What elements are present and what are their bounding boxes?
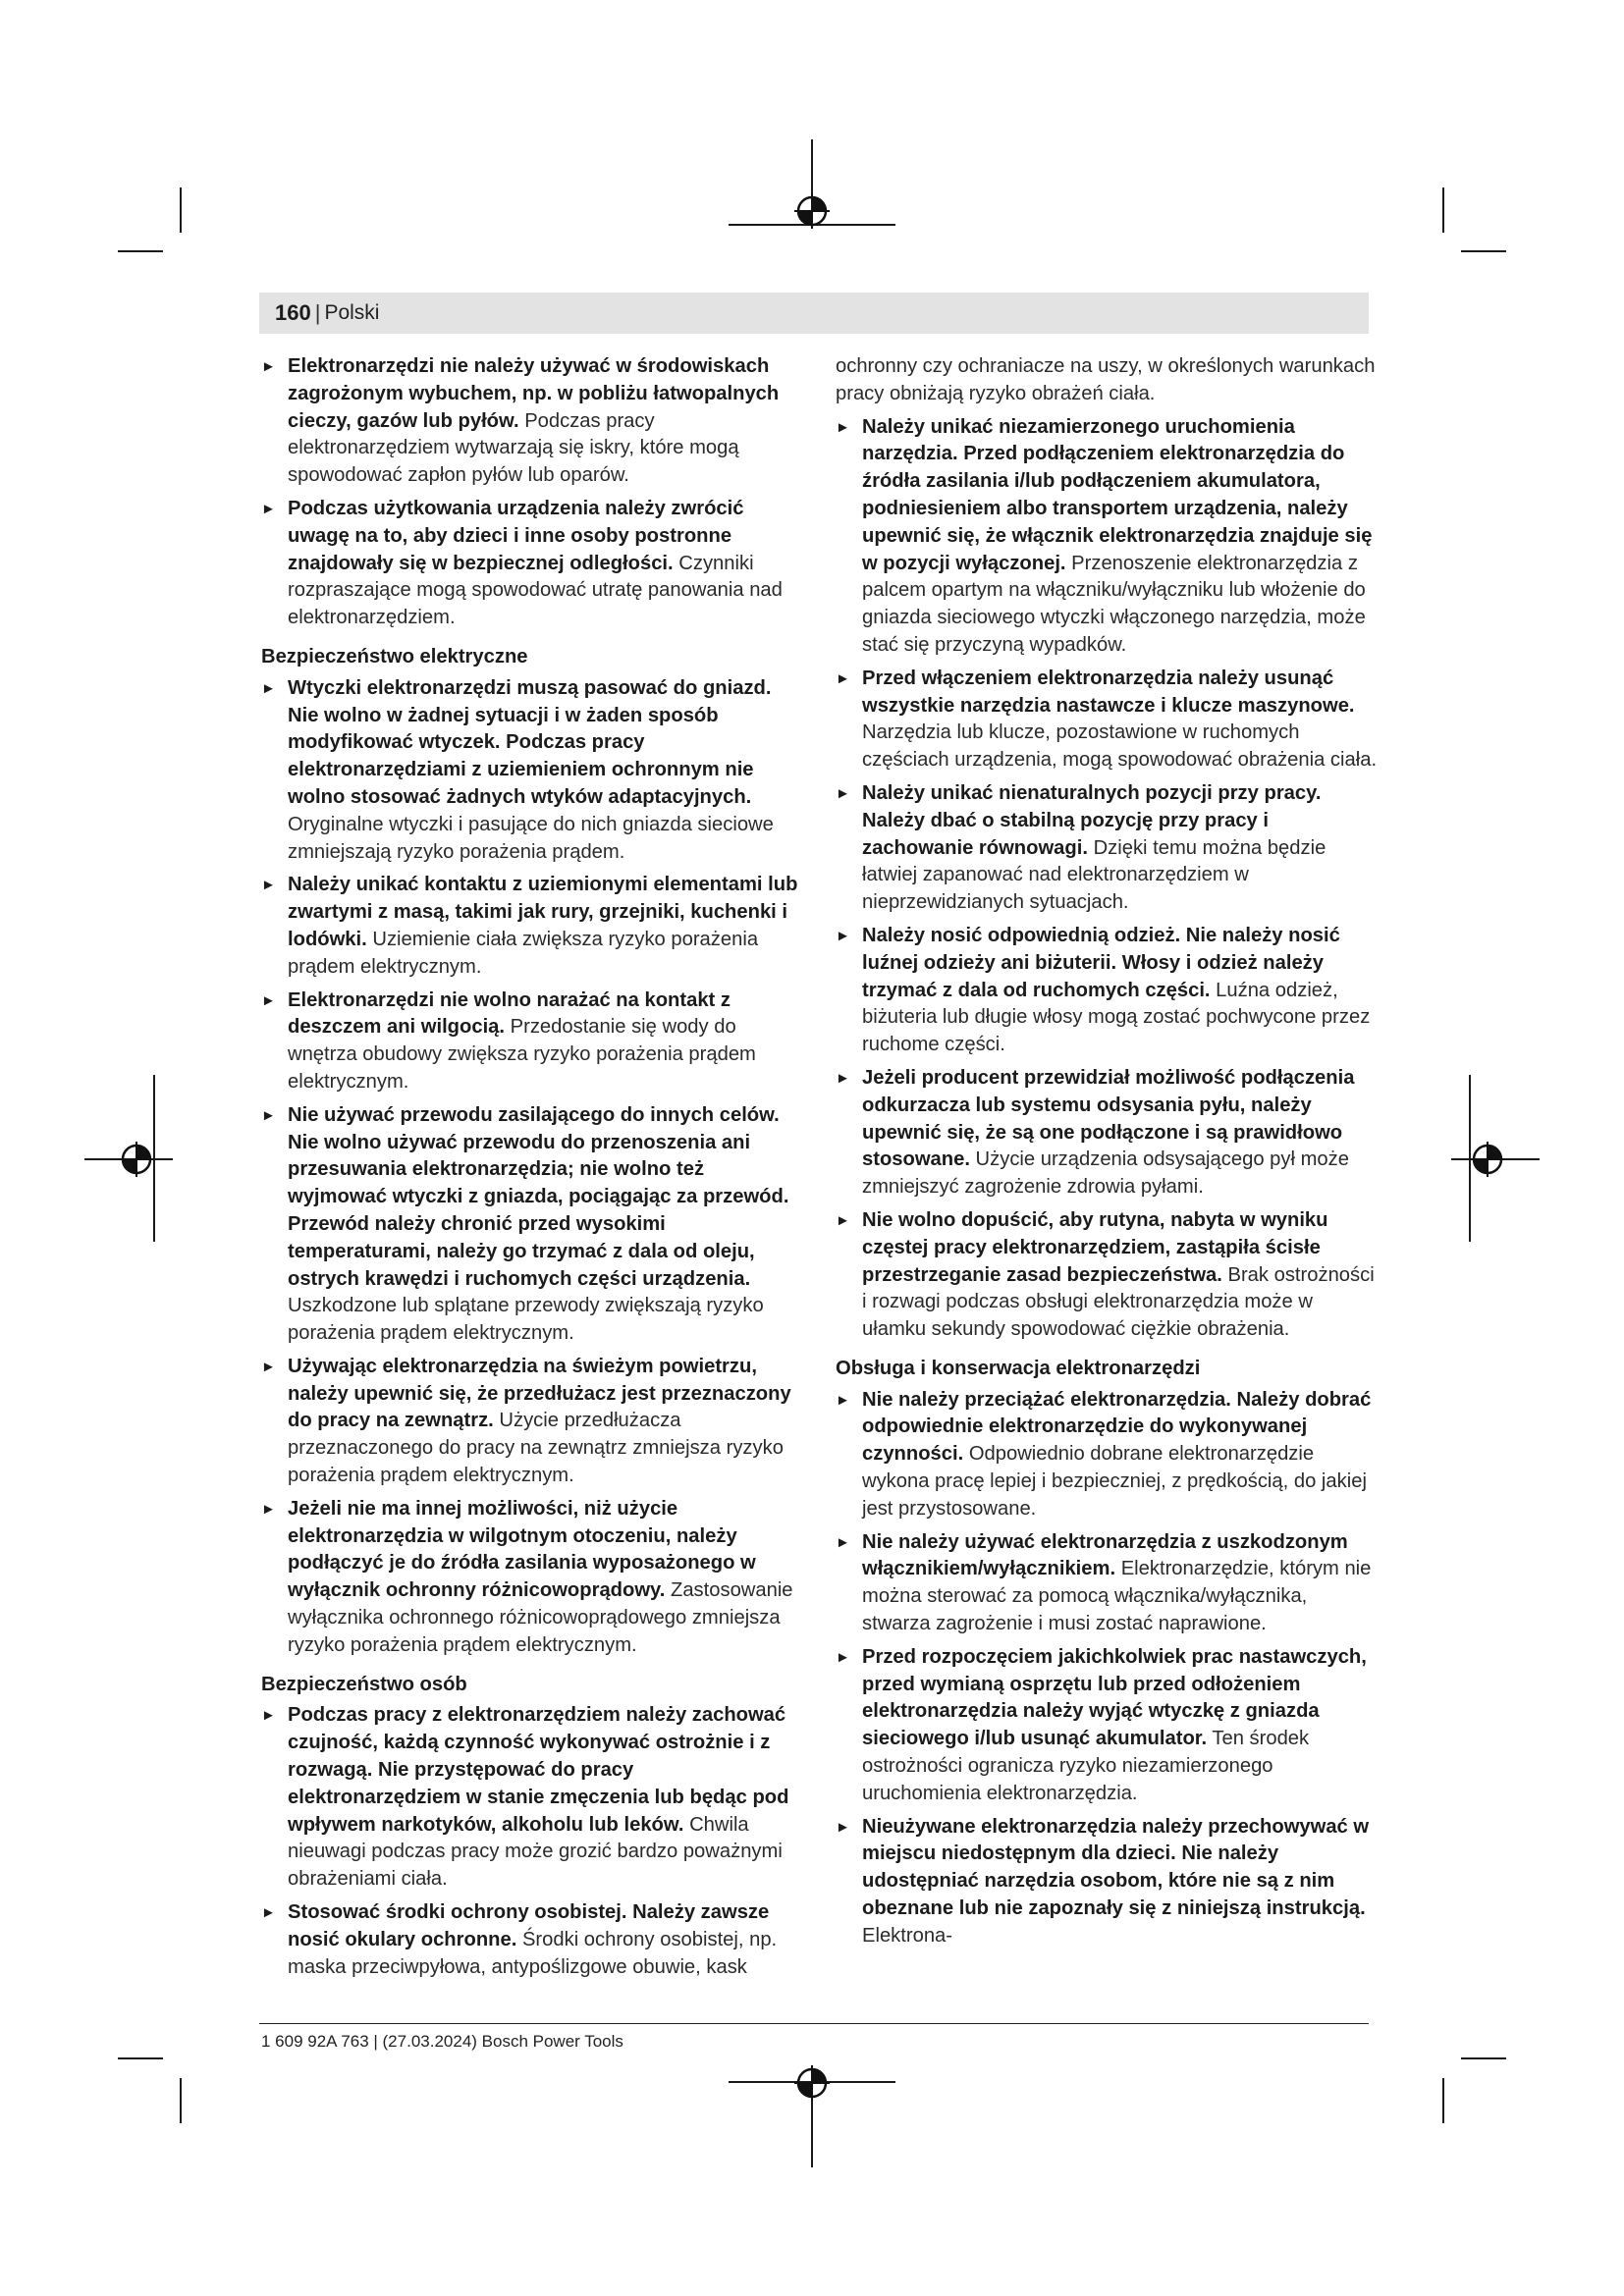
right-block2 [836, 1387, 1378, 1950]
bullet-arrow-icon: ► [261, 1707, 276, 1725]
bullet-bold-text: Używając elektronarzędzia na świeżym powietrzu, należy upewnić się, że przedłużacz jest przeznaczony do pracy na zewnątrz. [288, 1355, 791, 1432]
bullet-bold-text: Podczas pracy z elektronarzędziem należy zachować czujność, każdą czynność wykonywać ostrożnie i z rozwagą. Nie przystępować do pracy elektronarzędziem w stanie zmęczenia lub będąc pod wpływem narkotyków, alkoholu lub leków. [288, 1704, 789, 1836]
safety-bullet-item [836, 1207, 1378, 1344]
safety-bullet-item [836, 1529, 1378, 1638]
bullet-bold-text: Należy unikać nienaturalnych pozycji przy pracy. Należy dbać o stabilną pozycję przy pracy i zachowanie równowagi. [862, 781, 1322, 859]
crop-mark [1461, 250, 1506, 252]
safety-bullet-item [836, 1644, 1378, 1808]
bullet-body-text: Elektrona- [862, 1924, 953, 1947]
bullet-bold-text: Przed włączeniem elektronarzędzia należy usunąć wszystkie narzędzia nastawcze i klucze maszynowe. [862, 667, 1355, 717]
bullet-bold-text: Jeżeli nie ma innej możliwości, niż użycie elektronarzędzia w wilgotnym otoczeniu, należy podłączyć je do źródła zasilania wyposażonego w wyłącznik ochronny różnicowoprądowy. [288, 1497, 756, 1602]
bullet-bold-text: Przed rozpoczęciem jakichkolwiek prac nastawczych, przed wymianą osprzętu lub przed odłożeniem elektronarzędzia należy wyjąć wtyczkę z gniazda sieciowego i/lub usunąć akumulator. [862, 1645, 1367, 1750]
bullet-arrow-icon: ► [261, 500, 276, 517]
safety-bullet-item [836, 666, 1378, 774]
bullet-body-text: Oryginalne wtyczki i pasujące do nich gniazda sieciowe zmniejszają ryzyko porażenia prądem. [288, 813, 774, 863]
bullet-body-text: Ten środek ostrożności ogranicza ryzyko niezamierzonego uruchomienia elektronarzędzia. [862, 1728, 1310, 1804]
page-footer: 1 609 92A 763 | (27.03.2024) Bosch Power Tools [261, 2032, 623, 2051]
registration-target-icon [794, 193, 830, 229]
bullet-arrow-icon: ► [261, 877, 276, 894]
bullet-bold-text: Wtyczki elektronarzędzi muszą pasować do gniazd. Nie wolno w żadnej sytuacji i w żaden sposób modyfikować wtyczek. Podczas pracy elektronarzędziami z uziemieniem ochronnym nie wolno stosować żadnych wtyków adaptacyjnych. [288, 676, 772, 808]
bullet-bold-text: Nie należy przeciążać elektronarzędzia. Należy dobrać odpowiednie elektronarzędzie do wykonywanej czynności. [862, 1388, 1372, 1466]
safety-bullet-item [836, 1387, 1378, 1523]
continued-paragraph: ochronny czy ochraniacze na uszy, w określonych warunkach pracy obniżają ryzyko obrażeń ciała. [836, 355, 1376, 404]
safety-bullet-item [836, 923, 1378, 1059]
crop-mark [1461, 2057, 1506, 2059]
footer-divider [259, 2023, 1369, 2024]
bullet-body-text: Odpowiednio dobrane elektronarzędzie wykona pracę lepiej i bezpieczniej, z prędkością, do jakiej jest przystosowane. [862, 1443, 1367, 1520]
left-block3 [261, 1702, 803, 1981]
bullet-arrow-icon: ► [836, 1818, 850, 1836]
bullet-arrow-icon: ► [261, 358, 276, 375]
crop-mark [180, 187, 182, 233]
safety-bullet-item [836, 414, 1378, 660]
page-header [259, 293, 1369, 334]
bullet-body-text: Dzięki temu można będzie łatwiej zapanować nad elektronarzędziem w nieprzewidzianych sytuacjach. [862, 836, 1326, 914]
crop-mark [1442, 187, 1444, 233]
bullet-arrow-icon: ► [836, 418, 850, 436]
crop-mark [118, 2057, 163, 2059]
left-column [261, 353, 803, 1987]
bullet-arrow-icon: ► [836, 1533, 850, 1551]
bullet-bold-text: Nieużywane elektronarzędzia należy przechowywać w miejscu niedostępnym dla dzieci. Nie należy udostępniać narzędzia osobom, które nie są z nim obeznane lub nie zapoznały się z niniejszą instrukcją. [862, 1815, 1370, 1920]
crop-mark [180, 2078, 182, 2123]
bullet-bold-text: Podczas użytkowania urządzenia należy zwrócić uwagę na to, aby dzieci i inne osoby postronne znajdowały się w bezpiecznej odległości. [288, 497, 744, 574]
bullet-body-text: Podczas pracy elektronarzędziem wytwarzają się iskry, które mogą spowodować zapłon pyłów lub oparów. [288, 409, 739, 487]
bullet-bold-text: Stosować środki ochrony osobistej. Należy zawsze nosić okulary ochronne. [288, 1901, 770, 1950]
crop-mark [118, 250, 163, 252]
page-number: 160 [275, 300, 311, 325]
left-block1 [261, 353, 803, 632]
bullet-arrow-icon: ► [261, 1358, 276, 1375]
safety-bullet-item [261, 496, 803, 632]
bullet-arrow-icon: ► [261, 1500, 276, 1518]
safety-bullet-item [261, 872, 803, 981]
section-heading-electrical-safety: Bezpieczeństwo elektryczne [261, 645, 528, 667]
bullet-body-text: Chwila nieuwagi podczas pracy może grozić bardzo poważnymi obrażeniami ciała. [288, 1813, 783, 1891]
bullet-arrow-icon: ► [261, 679, 276, 697]
bullet-body-text: Użycie przedłużacza przeznaczonego do pracy na zewnątrz zmniejsza ryzyko porażenia prądem elektrycznym. [288, 1410, 784, 1487]
bullet-bold-text: Elektronarzędzi nie należy używać w środowiskach zagrożonym wybuchem, np. w pobliżu łatwopalnych cieczy, gazów lub pyłów. [288, 355, 780, 432]
bullet-body-text: Czynniki rozpraszające mogą spowodować utratę panowania nad elektronarzędziem. [288, 552, 783, 629]
bullet-body-text: Przedostanie się wody do wnętrza obudowy zwiększa ryzyko porażenia prądem elektrycznym. [288, 1016, 756, 1093]
bullet-arrow-icon: ► [836, 1211, 850, 1229]
bullet-bold-text: Jeżeli producent przewidział możliwość podłączenia odkurzacza lub systemu odsysania pyłu, należy upewnić się, że są one podłączone i są prawidłowo stosowane. [862, 1066, 1355, 1171]
bullet-arrow-icon: ► [836, 669, 850, 687]
bullet-bold-text: Nie wolno dopuścić, aby rutyna, nabyta w wyniku częstej pracy elektronarzędziem, zastąpiła ścisłe przestrzeganie zasad bezpieczeństwa. [862, 1208, 1328, 1286]
bullet-arrow-icon: ► [836, 927, 850, 944]
registration-target-icon [119, 1142, 154, 1177]
left-block2 [261, 675, 803, 1660]
safety-bullet-item [836, 1814, 1378, 1950]
bullet-bold-text: Należy unikać niezamierzonego uruchomienia narzędzia. Przed podłączeniem elektronarzędzia do źródła zasilania i/lub podłączeniem akumulatora, podniesieniem albo transportem urządzenia, należy upewnić się, że włącznik elektronarzędzia znajduje się w pozycji wyłączonej. [862, 415, 1373, 574]
bullet-body-text: Zastosowanie wyłącznika ochronnego różnicowoprądowego zmniejsza ryzyko porażenia prądem elektrycznym. [288, 1579, 793, 1656]
registration-target-icon [794, 2065, 830, 2101]
bullet-body-text: Brak ostrożności i rozwagi podczas obsługi elektronarzędzia może w ułamku sekundy spowodować ciężkie obrażenia. [862, 1263, 1375, 1341]
section-heading-personal-safety: Bezpieczeństwo osób [261, 1673, 467, 1695]
safety-bullet-item [261, 353, 803, 490]
safety-bullet-item [261, 1496, 803, 1660]
safety-bullet-item [261, 988, 803, 1096]
bullet-arrow-icon: ► [836, 1069, 850, 1087]
bullet-bold-text: Należy nosić odpowiednią odzież. Nie należy nosić luźnej odzieży ani biżuterii. Włosy i odzież należy trzymać z dala od ruchomych części. [862, 924, 1340, 1001]
bullet-bold-text: Nie używać przewodu zasilającego do innych celów. Nie wolno używać przewodu do przenoszenia ani przesuwania elektronarzędzia; nie wolno też wyjmować wtyczki z gniazda, pociągając za przewód. Przewód należy chronić przed wysokimi temperaturami, należy go trzymać z dala od oleju, ostrych krawędzi i ruchomych części urządzenia. [288, 1103, 789, 1290]
section-heading-tool-use-and-care: Obsługa i konserwacja elektronarzędzi [836, 1357, 1201, 1379]
safety-bullet-item [836, 780, 1378, 917]
bullet-body-text: Uziemienie ciała zwiększa ryzyko porażenia prądem elektrycznym. [288, 928, 759, 978]
safety-bullet-item [261, 675, 803, 867]
bullet-body-text: Luźna odzież, biżuteria lub długie włosy mogą zostać pochwycone przez ruchome części. [862, 979, 1371, 1056]
bullet-body-text: Uszkodzone lub splątane przewody zwiększają ryzyko porażenia prądem elektrycznym. [288, 1295, 764, 1345]
registration-target-icon [1470, 1142, 1505, 1177]
bullet-body-text: Użycie urządzenia odsysającego pył może zmniejszyć zagrożenie zdrowia pyłami. [862, 1148, 1349, 1199]
bullet-bold-text: Elektronarzędzi nie wolno narażać na kontakt z deszczem ani wilgocią. [288, 988, 731, 1039]
right-column [836, 353, 1378, 1956]
safety-bullet-item [836, 1065, 1378, 1201]
bullet-arrow-icon: ► [261, 991, 276, 1009]
right-block1 [836, 414, 1378, 1344]
crop-mark [1442, 2078, 1444, 2123]
bullet-bold-text: Należy unikać kontaktu z uziemionymi elementami lub zwartymi z masą, takimi jak rury, grzejniki, kuchenki i lodówki. [288, 874, 798, 950]
bullet-arrow-icon: ► [261, 1904, 276, 1922]
header-separator: | [314, 300, 321, 325]
safety-bullet-item [261, 1354, 803, 1490]
bullet-body-text: Środki ochrony osobistej, np. maska przeciwpyłowa, antypoślizgowe obuwie, kask [288, 1928, 778, 1978]
safety-bullet-item [261, 1899, 803, 1981]
bullet-arrow-icon: ► [261, 1106, 276, 1124]
bullet-body-text: Narzędzia lub klucze, pozostawione w ruchomych częściach urządzenia, mogą spowodować obrażenia ciała. [862, 721, 1378, 772]
safety-bullet-item [261, 1702, 803, 1894]
bullet-arrow-icon: ► [836, 1391, 850, 1409]
bullet-arrow-icon: ► [836, 784, 850, 802]
bullet-bold-text: Nie należy używać elektronarzędzia z uszkodzonym włącznikiem/wyłącznikiem. [862, 1530, 1348, 1580]
bullet-body-text: Elektronarzędzie, którym nie można sterować za pomocą włącznika/wyłącznika, stwarza zagrożenie i musi zostać naprawione. [862, 1558, 1372, 1635]
header-language: Polski [324, 301, 380, 324]
safety-bullet-item [261, 1102, 803, 1348]
bullet-arrow-icon: ► [836, 1648, 850, 1666]
bullet-body-text: Przenoszenie elektronarzędzia z palcem opartym na włączniku/wyłączniku lub włożenie do gniazda sieciowego wtyczki włączonego narzędzia, może stać się przyczyną wypadków. [862, 552, 1366, 656]
